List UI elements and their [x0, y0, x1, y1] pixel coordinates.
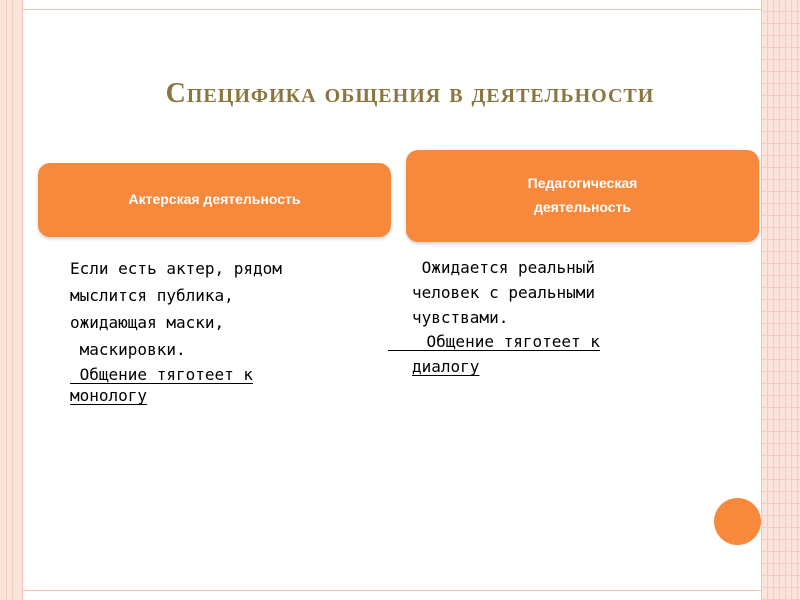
- decorative-circle: [714, 498, 761, 545]
- frame-left-border: [0, 0, 23, 600]
- pedagogical-line: человек с реальными: [412, 282, 596, 302]
- tag-pedagogical-activity: [406, 150, 759, 242]
- tag-acting-activity: [38, 163, 391, 237]
- frame-top-border: [22, 0, 762, 10]
- slide-title: Специфика общения в деятельности: [165, 78, 655, 109]
- acting-conclusion-line: Общение тяготеет к: [70, 364, 254, 384]
- tag-pedagogical-activity-label: Педагогическая деятельность: [527, 175, 638, 215]
- acting-conclusion-line: монологу: [70, 386, 148, 406]
- acting-line: ожидающая маски,: [70, 312, 225, 332]
- frame-right-border: [761, 0, 800, 600]
- acting-line: Если есть актер, рядом: [70, 259, 282, 278]
- pedagogical-text-block: [388, 256, 600, 380]
- tag-acting-activity-label: Актерская деятельность: [128, 191, 301, 208]
- acting-line: мыслится публика,: [70, 285, 234, 305]
- pedagogical-conclusion-line: ___ Общение тяготеет к: [388, 332, 600, 352]
- frame-bottom-border: [22, 590, 762, 600]
- pedagogical-conclusion-line: диалогу: [412, 357, 480, 377]
- acting-line: маскировки.: [70, 339, 186, 359]
- pedagogical-line: чувствами.: [412, 307, 509, 327]
- acting-text-block: [70, 256, 282, 407]
- pedagogical-line: Ожидается реальный: [412, 258, 596, 277]
